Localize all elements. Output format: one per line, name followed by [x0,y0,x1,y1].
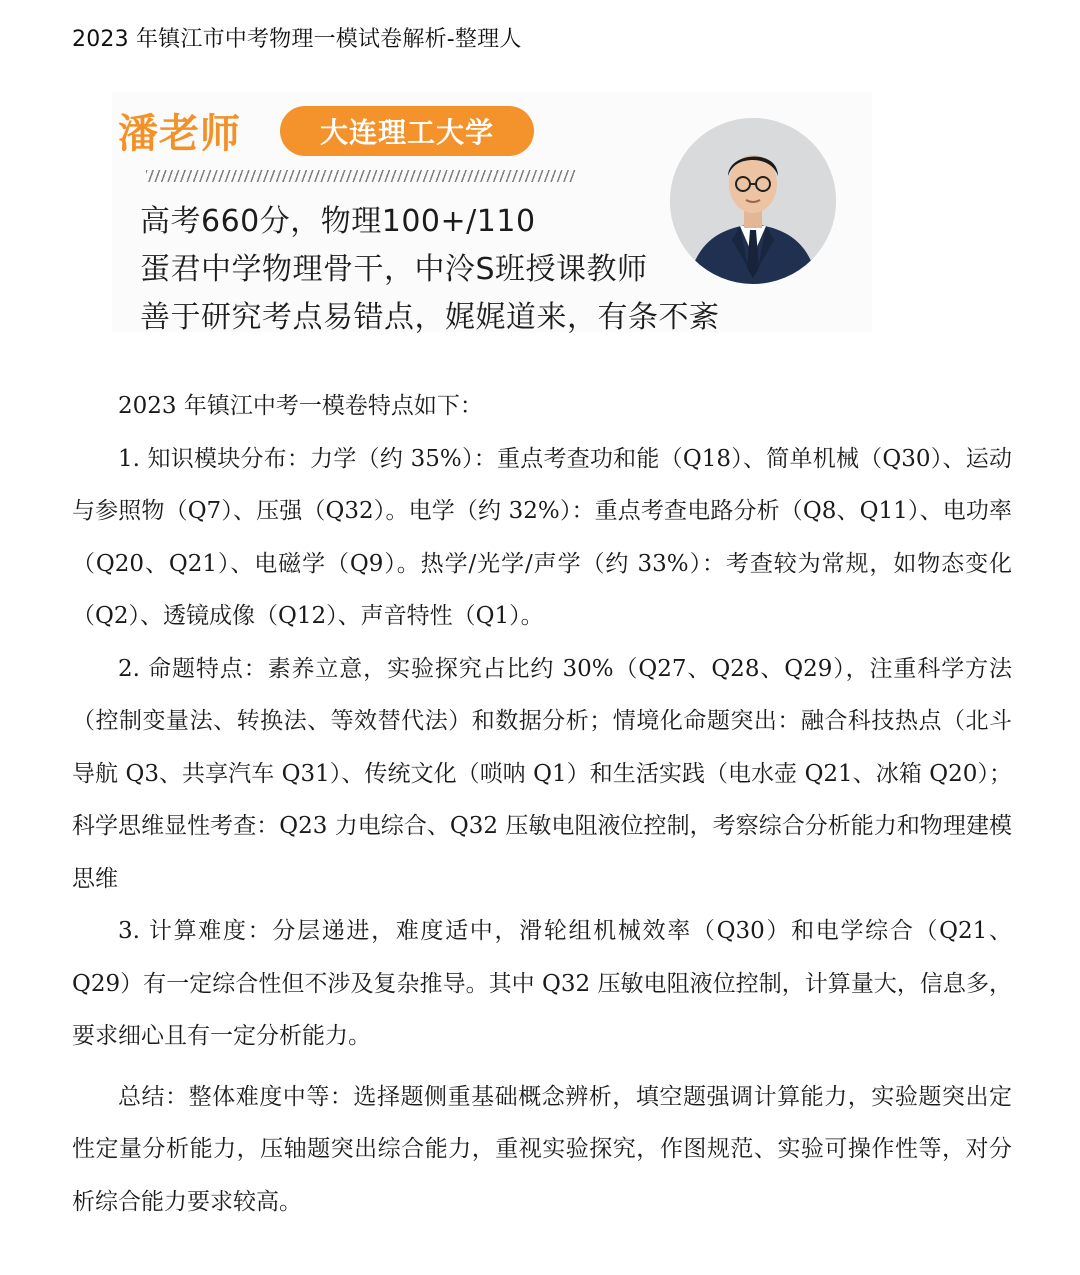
teacher-portrait-icon [670,118,836,284]
teacher-avatar [670,118,836,284]
page-title: 2023 年镇江市中考物理一模试卷解析-整理人 [72,27,522,52]
article-summary: 总结：整体难度中等：选择题侧重基础概念辨析，填空题强调计算能力，实验题突出定性定量分析能力，压轴题突出综合能力，重视实验探究，作图规范、实验可操作性等，对分析综合能力要求较高。 [72,1083,1012,1215]
article-intro: 2023 年镇江中考一模卷特点如下： [118,393,483,419]
school-badge: 大连理工大学 [280,106,534,156]
teacher-bio-line: 善于研究考点易错点，娓娓道来，有条不紊 [140,300,720,335]
teacher-bio-line: 蛋君中学物理骨干，中泠S班授课教师 [140,252,648,287]
decorative-divider [146,170,576,182]
article-point: 2. 命题特点：素养立意，实验探究占比约 30%（Q27、Q28、Q29），注重科学方法（控制变量法、转换法、等效替代法）和数据分析；情境化命题突出：融合科技热点（北斗导航 Q3、共享汽车 Q31）、传统文化（唢呐 Q1）和生活实践（电水壶 Q21、冰箱 Q20）；科学思维显性考查：Q23 力电综合、Q32 压敏电阻液位控制，考察综合分析能力和物理建模思维 [72,655,1012,892]
teacher-bio-line: 高考660分，物理100+/110 [140,204,536,239]
teacher-name: 潘老师 [118,111,241,157]
article-body [72,380,1012,1228]
article-point: 1. 知识模块分布：力学（约 35%）：重点考查功和能（Q18）、简单机械（Q30）、运动与参照物（Q7）、压强（Q32）。电学（约 32%）：重点考查电路分析（Q8、Q11）、电功率（Q20、Q21）、电磁学（Q9）。热学/光学/声学（约 33%）：考查较为常规，如物态变化（Q2）、透镜成像（Q12）、声音特性（Q1）。 [72,445,1012,629]
article-point: 3. 计算难度：分层递进，难度适中，滑轮组机械效率（Q30）和电学综合（Q21、Q29）有一定综合性但不涉及复杂推导。其中 Q32 压敏电阻液位控制，计算量大，信息多，要求细心且有一定分析能力。 [72,918,1012,1049]
